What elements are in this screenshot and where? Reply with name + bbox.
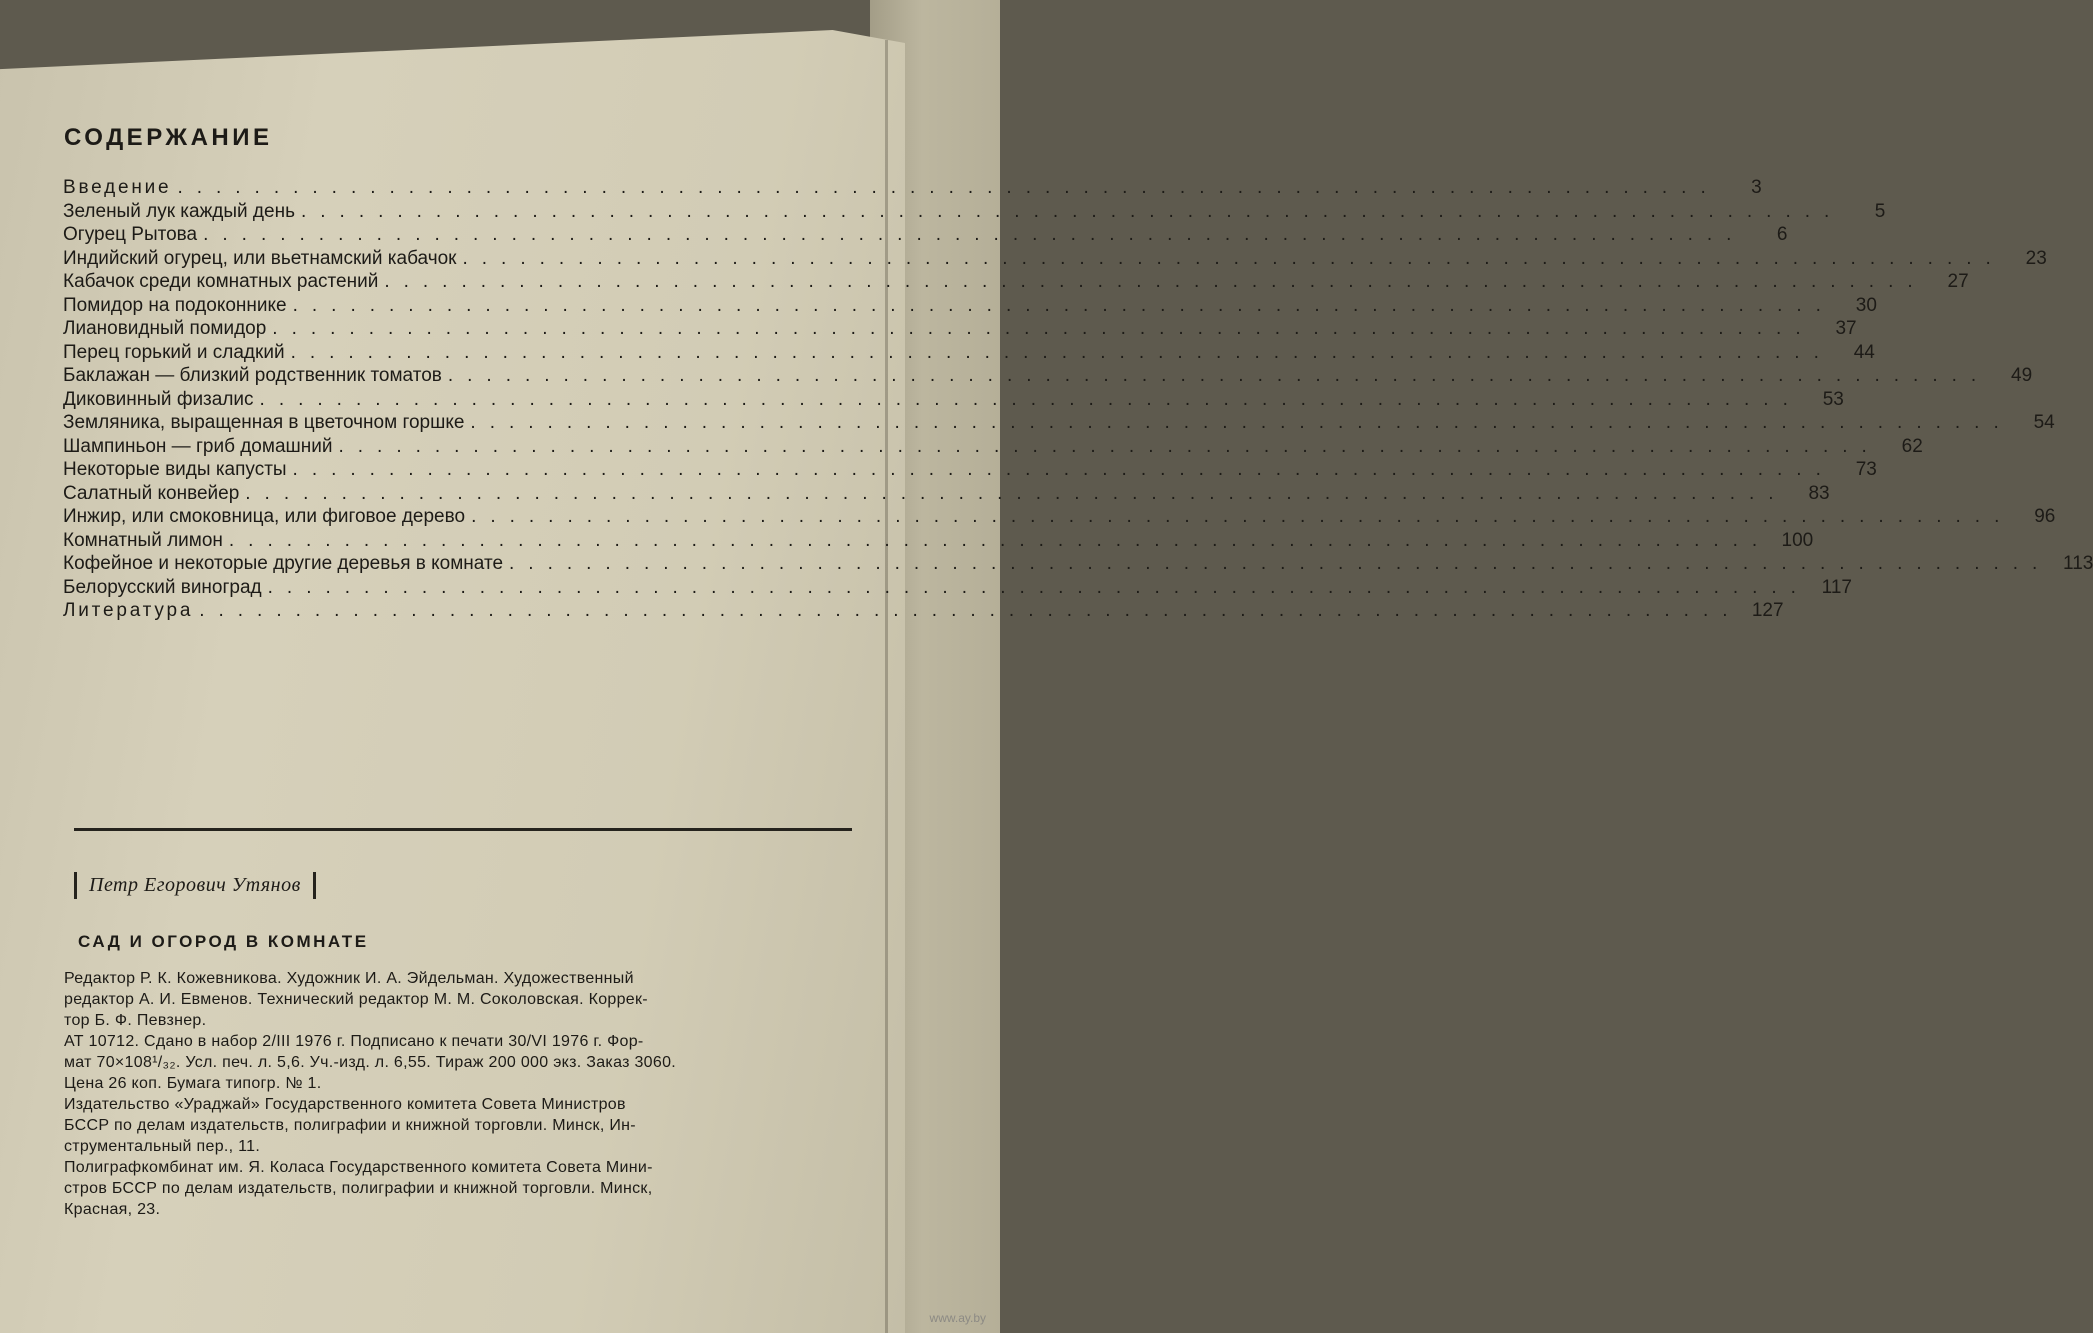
toc-entry bbox=[63, 294, 1877, 318]
imprint-line: Издательство «Ураджай» Государственного комитета Совета Министров bbox=[64, 1096, 626, 1113]
imprint-line: редактор А. И. Евменов. Технический редактор М. М. Соколовская. Коррек- bbox=[64, 991, 648, 1008]
toc-leader-dots: ................................................................................ bbox=[290, 341, 1833, 363]
toc-page-number: 5 bbox=[1874, 200, 1886, 222]
toc-leader-dots: ................................................................................ bbox=[509, 553, 2052, 574]
toc-leader-dots: ................................................................................ bbox=[267, 576, 1810, 598]
imprint-line: струментальный пер., 11. bbox=[64, 1138, 261, 1155]
toc-leader-dots: ................................................................................ bbox=[462, 247, 2005, 269]
toc-entry bbox=[63, 529, 1814, 553]
imprint-line: мат 70×108¹/₃₂. Усл. печ. л. 5,6. Уч.-изд. л. 6,55. Тираж 200 000 экз. Заказ 3060. bbox=[64, 1054, 677, 1071]
imprint-block bbox=[64, 968, 864, 1220]
toc-entry-title: Баклажан — близкий родственник томатов bbox=[63, 365, 442, 386]
toc-entry bbox=[63, 223, 1788, 247]
toc-entry-title: Лиановидный помидор bbox=[63, 318, 267, 339]
contents-heading: СОДЕРЖАНИЕ bbox=[64, 124, 273, 151]
toc-page-number: 100 bbox=[1781, 529, 1814, 551]
toc-page-number: 53 bbox=[1822, 388, 1844, 410]
toc-page-number: 62 bbox=[1901, 435, 1923, 457]
toc-entry bbox=[63, 341, 1875, 365]
toc-leader-dots: ................................................................................ bbox=[292, 294, 1835, 316]
toc-page-number: 113 bbox=[2063, 553, 2093, 574]
toc-entry bbox=[63, 599, 1784, 623]
toc-leader-dots: ................................................................................ bbox=[470, 412, 2013, 433]
toc-entry bbox=[63, 247, 2047, 271]
toc-entry-title: Перец горький и сладкий bbox=[63, 341, 285, 363]
toc-entry bbox=[63, 435, 1923, 459]
imprint-line: Полиграфкомбинат им. Я. Коласа Государственного комитета Совета Мини- bbox=[64, 1159, 653, 1176]
imprint-line: Красная, 23. bbox=[64, 1201, 161, 1218]
toc-entry-title: Литература bbox=[63, 600, 194, 621]
toc-page-number: 30 bbox=[1855, 294, 1877, 316]
toc-entry-title: Индийский огурец, или вьетнамский кабачок bbox=[63, 247, 457, 269]
toc-entry-title: Салатный конвейер bbox=[63, 482, 240, 504]
toc-leader-dots: ................................................................................ bbox=[259, 388, 1802, 410]
toc-leader-dots: ................................................................................ bbox=[338, 435, 1881, 457]
toc-page-number: 6 bbox=[1776, 224, 1788, 245]
toc-page-number: 44 bbox=[1853, 341, 1875, 363]
toc-page-number: 27 bbox=[1947, 271, 1969, 292]
toc-leader-dots: ................................................................................ bbox=[272, 318, 1815, 339]
toc-page-number: 96 bbox=[2034, 506, 2056, 527]
toc-page-number: 49 bbox=[2011, 365, 2033, 386]
toc-page-number: 37 bbox=[1835, 318, 1857, 339]
watermark: www.ay.by bbox=[929, 1311, 986, 1325]
toc-entry bbox=[63, 388, 1844, 412]
toc-entry bbox=[63, 458, 1877, 482]
toc-leader-dots: ................................................................................ bbox=[177, 177, 1720, 198]
toc-entry-title: Некоторые виды капусты bbox=[63, 459, 287, 480]
toc-entry-title: Кабачок среди комнатных растений bbox=[63, 271, 379, 292]
toc-entry bbox=[63, 176, 1762, 200]
toc-page-number: 127 bbox=[1751, 600, 1784, 621]
toc-entry-title: Огурец Рытова bbox=[63, 224, 198, 245]
toc-entry-title: Шампиньон — гриб домашний bbox=[63, 435, 333, 457]
toc-page-number: 83 bbox=[1808, 482, 1830, 504]
toc-entry bbox=[63, 482, 1830, 506]
toc-entry-title: Диковинный физалис bbox=[63, 388, 254, 410]
toc-entry bbox=[63, 317, 1857, 341]
table-of-contents bbox=[63, 176, 2093, 623]
toc-entry-title: Комнатный лимон bbox=[63, 529, 223, 551]
toc-leader-dots: ................................................................................ bbox=[228, 529, 1772, 551]
toc-entry-title: Земляника, выращенная в цветочном горшке bbox=[63, 412, 465, 433]
book-title: САД И ОГОРОД В КОМНАТЕ bbox=[78, 932, 369, 951]
author-name: Петр Егорович Утянов bbox=[74, 872, 316, 899]
toc-entry bbox=[63, 552, 2093, 576]
imprint-line: тор Б. Ф. Певзнер. bbox=[64, 1012, 207, 1029]
toc-leader-dots: ................................................................................ bbox=[199, 600, 1742, 621]
toc-leader-dots: ................................................................................ bbox=[471, 506, 2014, 527]
imprint-line: Цена 26 коп. Бумага типогр. № 1. bbox=[64, 1075, 322, 1092]
toc-page-number: 117 bbox=[1821, 576, 1852, 598]
toc-entry bbox=[63, 364, 2033, 388]
toc-page-number: 73 bbox=[1855, 459, 1877, 480]
toc-leader-dots: ................................................................................ bbox=[245, 482, 1788, 504]
toc-entry-title: Кофейное и некоторые другие деревья в комнате bbox=[63, 553, 504, 574]
toc-entry bbox=[63, 411, 2055, 435]
imprint-line: Редактор Р. К. Кожевникова. Художник И. А. Эйдельман. Художественный bbox=[64, 970, 634, 987]
toc-entry bbox=[63, 270, 1969, 294]
imprint-line: АТ 10712. Сдано в набор 2/III 1976 г. Подписано к печати 30/VI 1976 г. Фор- bbox=[64, 1033, 644, 1050]
toc-leader-dots: ................................................................................ bbox=[384, 271, 1927, 292]
toc-entry-title: Помидор на подоконнике bbox=[63, 294, 287, 316]
toc-entry bbox=[63, 200, 1886, 224]
toc-entry-title: Белорусский виноград bbox=[63, 576, 262, 598]
toc-entry-title: Введение bbox=[63, 177, 172, 198]
toc-leader-dots: ................................................................................ bbox=[292, 459, 1835, 480]
divider-rule bbox=[74, 828, 852, 831]
toc-leader-dots: ................................................................................ bbox=[203, 224, 1746, 245]
imprint-line: БССР по делам издательств, полиграфии и книжной торговли. Минск, Ин- bbox=[64, 1117, 636, 1134]
toc-page-number: 3 bbox=[1751, 177, 1762, 198]
toc-page-number: 23 bbox=[2025, 247, 2047, 269]
imprint-line: стров БССР по делам издательств, полиграфии и книжной торговли. Минск, bbox=[64, 1180, 653, 1197]
toc-entry bbox=[63, 505, 2056, 529]
toc-entry-title: Зеленый лук каждый день bbox=[63, 200, 295, 222]
toc-page-number: 54 bbox=[2033, 412, 2055, 433]
toc-leader-dots: ................................................................................ bbox=[447, 365, 1991, 386]
toc-entry-title: Инжир, или смоковница, или фиговое дерево bbox=[63, 506, 466, 527]
toc-entry bbox=[63, 576, 1852, 600]
toc-leader-dots: ................................................................................ bbox=[300, 200, 1844, 222]
